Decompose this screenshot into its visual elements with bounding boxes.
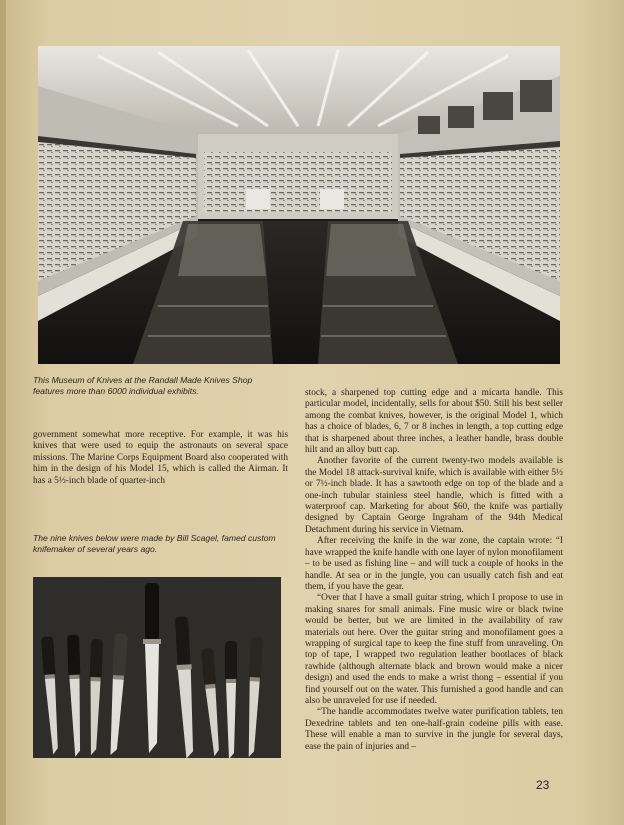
museum-photo [38,46,560,364]
left-paragraph: government somewhat more receptive. For example, it was his knives that were used to equip the astronauts on several space missions. The Marine Corps Equipment Board also cooperated with him in the design of his Model 15, which is called the Airman. It has a 5½-inch blade of quarter-inch [33,430,288,486]
right-paragraph-1: stock, a sharpened top cutting edge and a micarta handle. This particular model, incidentally, sells for about $50. Still his best seller among the combat knives, however, is the original Model 1, which has a choice of blades, 6, 7 or 8 inches in length, a top cutting edge that is sharpened about three inches, a leather handle, brass double hilt and an alloy butt cap. [305,388,563,456]
right-paragraph-4: “Over that I have a small guitar string, which I propose to use in making snares for small animals. Fine music wire or black twine would be better, but we are limited in the availability of raw materials out here. Over the guitar string and monofilament goes a wrapping of surgical tape to keep the fine stuff from unraveling. On top of tape, I wrapped two regulation leather bootlaces of black rawhide (although alternate black and brown would make a nicer design) and used the ends to make a wrist thong – essential if you find yourself out on the water. This furnished a good handle and can also be unraveled for use if needed. [305,593,563,706]
left-column-text [33,430,288,487]
knives-photo [33,577,281,758]
museum-photo-caption: This Museum of Knives at the Randall Made Knives Shop features more than 6000 individual exhibits. [33,375,253,396]
page-number: 23 [536,778,550,792]
page-spine-shadow [0,0,6,825]
right-paragraph-2: Another favorite of the current twenty-two models available is the Model 18 attack-survival knife, which is available with either 5½ or 7½-inch blade. It has a sawtooth edge on top of the blade and a one-inch tubular stainless steel handle, which is fitted with a waterproof cap. Marketing for about $60, the knife was partially designed by Captain George Ingraham of the 94th Medical Detachment during his service in Vietnam. [305,456,563,535]
knives-photo-caption: The nine knives below were made by Bill Scagel, famed custom knifemaker of several years ago. [33,533,276,554]
right-column-text [305,388,563,753]
right-paragraph-3: After receiving the knife in the war zone, the captain wrote: “I have wrapped the knife handle with one layer of nylon monofilament – to be used as fishing line – and will tuck a couple of hooks in the handle. At sea or in the jungle, you can usually catch fish and eat them, if you have the gear. [305,536,563,592]
right-paragraph-5: “The handle accommodates twelve water purification tablets, ten Dexedrine tablets and ten one-half-grain codeine pills with ease. These will enable a man to survive in the jungle for several days, ease the pain of injuries and – [305,707,563,752]
